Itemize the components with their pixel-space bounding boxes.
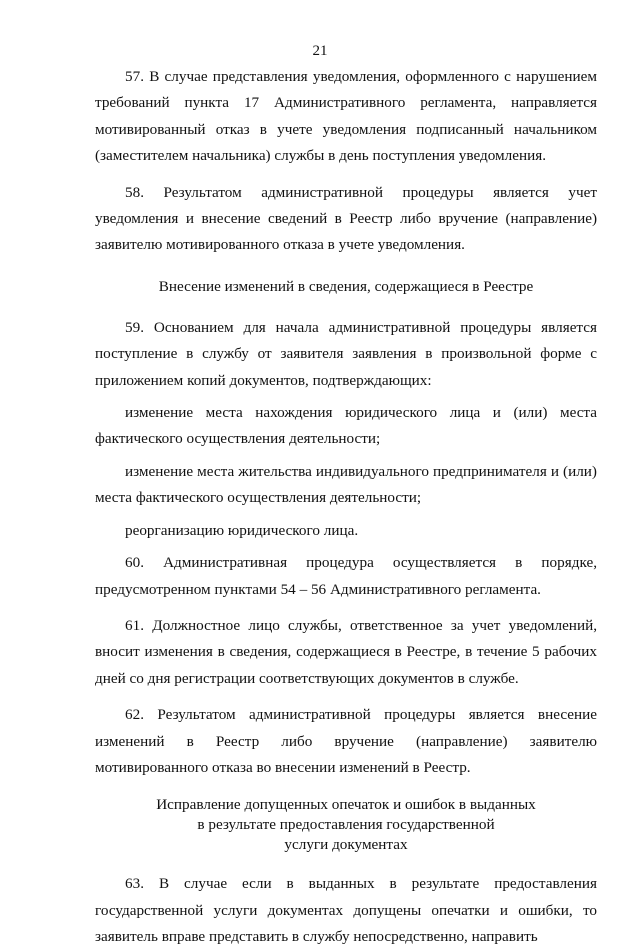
paragraph-59: 59. Основанием для начала административной процедуры является поступление в службу от заявителя заявления в произвольной форме с приложением копий документов, подтверждающих: [95,318,597,389]
paragraph-58: 58. Результатом административной процедуры является учет уведомления и внесение сведений в Реестр либо вручение (направление) заявителю мотивированного отказа в учете уведомления. [95,183,597,254]
heading-line: Исправление допущенных опечаток и ошибок в выданных [156,796,536,814]
section-heading-changes: Внесение изменений в сведения, содержащиеся в Реестре [158,277,534,295]
section-heading-corrections [95,795,597,855]
paragraph-57: 57. В случае представления уведомления, оформленного с нарушением требований пункта 17 Административного регламента, направляется мотивированный отказ в учете уведомления подписанный начальником (заместителем начальника) службы в день поступления уведомления. [95,68,597,165]
paragraph-60: 60. Административная процедура осуществляется в порядке, предусмотренном пунктами 54 – 56 Административного регламента. [95,554,597,598]
paragraph-62: 62. Результатом административной процедуры является внесение изменений в Реестр либо вручение (направление) заявителю мотивированного отказа во внесении изменений в Реестр. [95,706,597,776]
heading-line: в результате предоставления государственной [197,816,495,834]
paragraph-63: 63. В случае если в выданных в результате предоставления государственной услуги документах допущены опечатки и ошибки, то заявитель вправе представить в службу непосредственно, направить [95,875,597,946]
heading-line: услуги документах [284,836,408,854]
list-item: изменение места нахождения юридического лица и (или) места фактического осуществления деятельности; [95,404,597,448]
list-item: реорганизацию юридического лица. [125,521,359,539]
paragraph-61: 61. Должностное лицо службы, ответственное за учет уведомлений, вносит изменения в сведения, содержащиеся в Реестре, в течение 5 рабочих дней со дня регистрации соответствующих документов в службе. [95,616,597,687]
list-item: изменение места жительства индивидуального предпринимателя и (или) места фактического осуществления деятельности; [95,462,597,507]
document-body [95,64,597,951]
page-number: 21 [312,43,328,59]
